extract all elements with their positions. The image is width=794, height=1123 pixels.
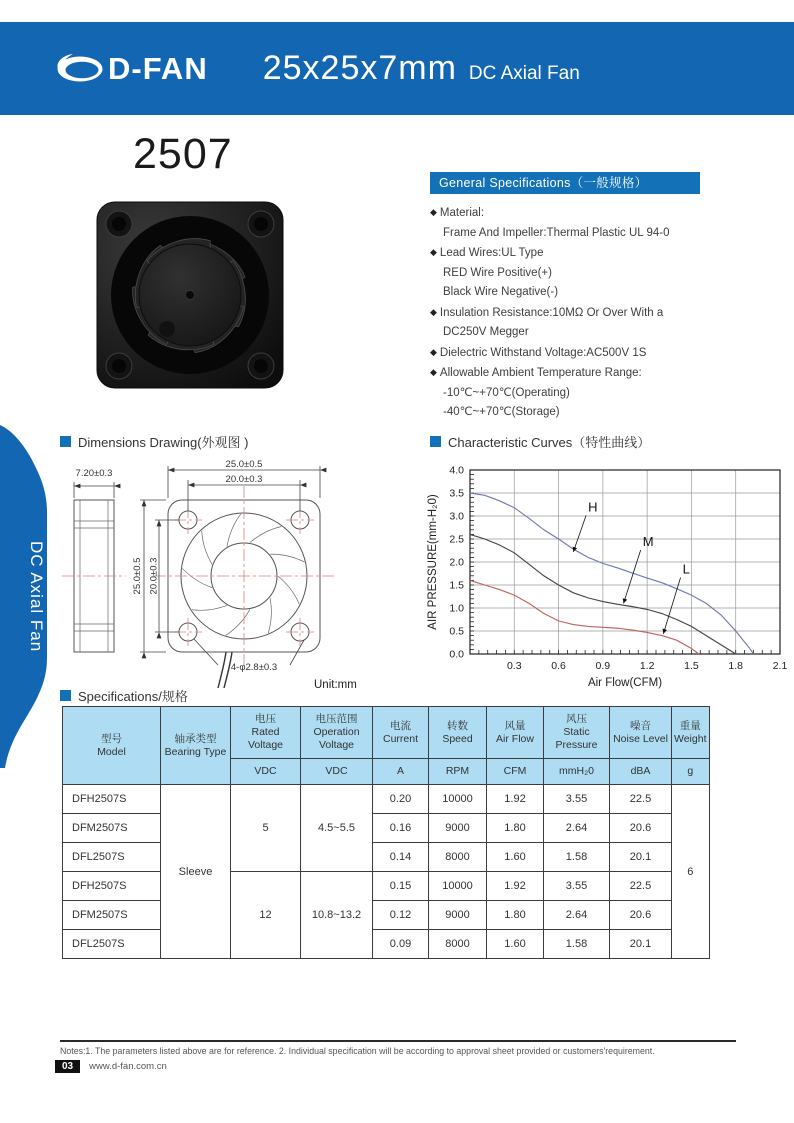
unit-label: Unit:mm <box>314 679 357 691</box>
svg-text:2.1: 2.1 <box>772 660 788 672</box>
page-subtitle: DC Axial Fan <box>468 62 580 84</box>
dim-width-outer-label: 25.0±0.5 <box>225 459 263 470</box>
weight-cell: 6 <box>672 785 710 959</box>
specifications-table <box>62 706 710 959</box>
rated-12v-cell: 12 <box>231 872 301 959</box>
svg-text:2.0: 2.0 <box>449 556 464 569</box>
dim-width-holes-label: 20.0±0.3 <box>225 474 263 485</box>
dim-height-holes-label: 20.0±0.3 <box>148 557 160 595</box>
table-row: DFL2507S 0.09 8000 1.60 1.58 20.1 <box>63 930 710 959</box>
svg-text:H: H <box>588 499 598 515</box>
brand-name: D-FAN <box>108 50 208 86</box>
col-speed: 转数 Speed <box>429 707 487 759</box>
spec-line: ◆ Insulation Resistance:10MΩ Or Over With a <box>430 306 664 319</box>
spec-line: ◆ Dielectric Withstand Voltage:AC500V 1S <box>430 346 647 359</box>
range-5v-cell: 4.5~5.5 <box>301 785 373 872</box>
col-pressure: 风压 Static Pressure <box>544 707 610 759</box>
svg-text:2.5: 2.5 <box>449 533 464 546</box>
col-noise: 噪音 Noise Level <box>610 707 672 759</box>
side-tab-label: DC Axial Fan <box>27 541 46 653</box>
svg-text:Air Flow(CFM): Air Flow(CFM) <box>587 677 663 689</box>
specifications-section-title: Specifications/规格 <box>60 686 188 705</box>
dfan-logo-icon <box>52 51 106 87</box>
model-number-title: 2507 <box>133 130 233 178</box>
diamond-bullet-icon: ◆ <box>430 367 437 377</box>
svg-text:0.9: 0.9 <box>595 660 611 672</box>
table-row: DFM2507S 0.16 9000 1.80 2.64 20.6 <box>63 814 710 843</box>
spec-line: RED Wire Positive(+) <box>443 266 552 279</box>
svg-text:3.0: 3.0 <box>449 510 464 523</box>
dim-holes-label: 4-φ2.8±0.3 <box>230 662 278 673</box>
spec-line: -40℃~+70℃(Storage) <box>443 406 560 418</box>
general-specifications-panel <box>430 172 740 423</box>
section-square-icon <box>60 436 71 447</box>
characteristic-curves-chart <box>424 456 790 699</box>
col-model: 型号 Model <box>63 707 161 785</box>
dimensions-section-title: Dimensions Drawing(外观图 ) <box>60 432 248 451</box>
svg-text:L: L <box>682 561 690 577</box>
page-number-badge: 03 <box>55 1060 80 1073</box>
svg-text:M: M <box>642 533 654 549</box>
diamond-bullet-icon: ◆ <box>430 207 437 217</box>
spec-line: ◆ Material: <box>430 207 485 219</box>
footer-divider <box>60 1040 736 1042</box>
footer-notes: Notes:1. The parameters listed above are for reference. 2. Individual specification will be according to approval sheet provided or customers'requirement. <box>60 1046 655 1056</box>
dimensions-drawing <box>58 458 418 693</box>
side-view <box>62 468 126 652</box>
header-bar <box>0 22 794 115</box>
svg-text:AIR PRESSURE(mm-H₂0): AIR PRESSURE(mm-H₂0) <box>427 494 439 630</box>
col-airflow: 风量 Air Flow <box>487 707 544 759</box>
col-operation-voltage: 电压范围 Operation Voltage <box>301 707 373 759</box>
svg-text:0.3: 0.3 <box>506 660 522 672</box>
svg-text:0.5: 0.5 <box>449 625 464 638</box>
svg-text:0.0: 0.0 <box>449 648 464 661</box>
col-weight: 重量 Weight <box>672 707 710 759</box>
table-row: DFH2507S Sleeve 5 4.5~5.5 0.20 10000 1.92 3.55 22.5 6 <box>63 785 710 814</box>
diamond-bullet-icon: ◆ <box>430 346 437 357</box>
units-row: VDC VDC A RPM CFM mmH₂0 dBA g <box>63 759 710 785</box>
dim-height-outer-label: 25.0±0.5 <box>132 557 143 595</box>
svg-text:1.8: 1.8 <box>728 660 744 672</box>
fan-product-photo <box>95 200 285 390</box>
front-view <box>132 459 336 688</box>
table-row: DFL2507S 0.14 8000 1.60 1.58 20.1 <box>63 843 710 872</box>
website-url: www.d-fan.com.cn <box>89 1061 167 1072</box>
spec-line: Black Wire Negative(-) <box>443 286 559 298</box>
section-square-icon <box>430 436 441 447</box>
page-title: 25x25x7mm <box>262 49 457 87</box>
col-rated-voltage: 电压 Rated Voltage <box>231 707 301 759</box>
footer-page-row <box>55 1060 167 1073</box>
svg-text:3.5: 3.5 <box>449 487 464 500</box>
svg-text:0.6: 0.6 <box>551 660 566 672</box>
diamond-bullet-icon: ◆ <box>430 247 437 257</box>
side-tab-dc-axial-fan <box>0 420 50 768</box>
bearing-cell: Sleeve <box>161 785 231 959</box>
svg-text:1.5: 1.5 <box>684 660 699 672</box>
svg-text:1.5: 1.5 <box>449 579 464 592</box>
spec-line: DC250V Megger <box>443 326 529 338</box>
general-specifications-heading: General Specifications（一般规格） <box>430 172 700 194</box>
spec-line: Frame And Impeller:Thermal Plastic UL 94-0 <box>443 226 670 239</box>
diamond-bullet-icon: ◆ <box>430 306 437 317</box>
spec-line: ◆ Lead Wires:UL Type <box>430 247 544 259</box>
table-row: DFH2507S 12 10.8~13.2 0.15 10000 1.92 3.55 22.5 <box>63 872 710 901</box>
col-bearing: 轴承类型 Bearing Type <box>161 707 231 785</box>
col-current: 电流 Current <box>373 707 429 759</box>
dim-depth-label: 7.20±0.3 <box>75 468 113 479</box>
svg-text:1.0: 1.0 <box>449 602 464 615</box>
table-row: DFM2507S 0.12 9000 1.80 2.64 20.6 <box>63 901 710 930</box>
rated-5v-cell: 5 <box>231 785 301 872</box>
range-12v-cell: 10.8~13.2 <box>301 872 373 959</box>
svg-text:4.0: 4.0 <box>449 464 464 477</box>
spec-line: ◆ Allowable Ambient Temperature Range: <box>430 367 642 379</box>
svg-text:1.2: 1.2 <box>639 660 655 672</box>
curves-section-title: Characteristic Curves（特性曲线） <box>430 432 650 451</box>
general-specifications-list <box>430 203 740 423</box>
spec-line: -10℃~+70℃(Operating) <box>443 386 570 399</box>
